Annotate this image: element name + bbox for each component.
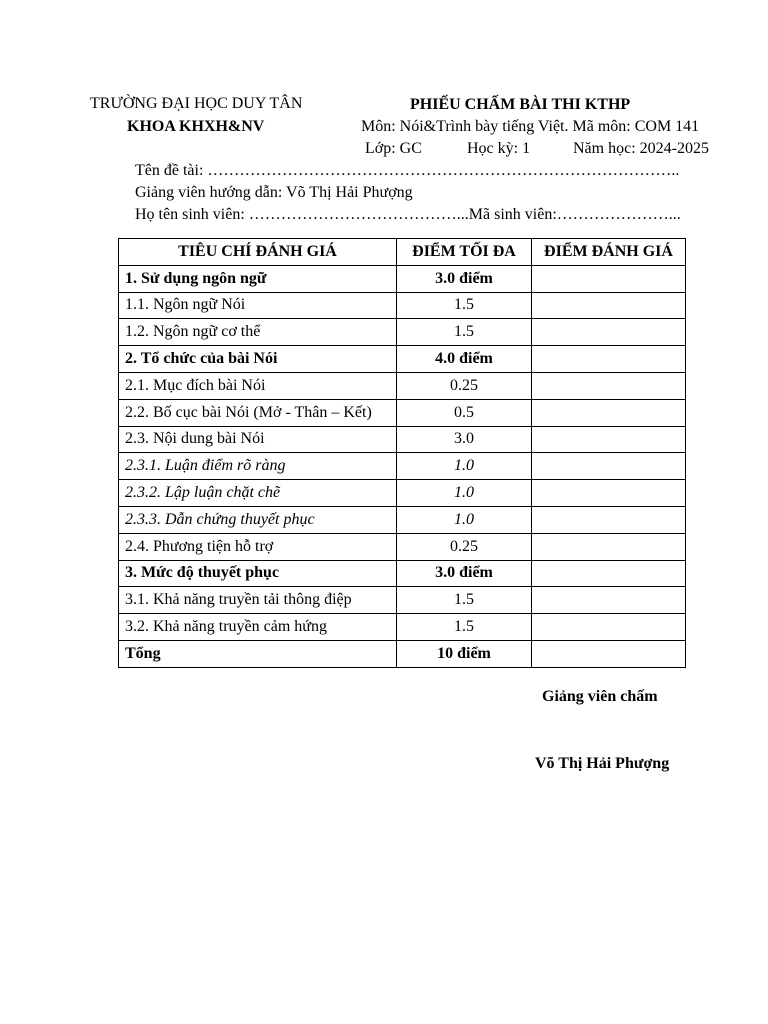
form-title: PHIẾU CHẤM BÀI THI KTHP bbox=[410, 96, 631, 113]
score-cell[interactable] bbox=[532, 426, 686, 453]
criterion-cell: 2.3.1. Luận điểm rõ ràng bbox=[119, 453, 397, 480]
criterion-cell: 2.3.2. Lập luận chặt chẽ bbox=[119, 480, 397, 507]
table-row-total bbox=[119, 640, 686, 667]
score-cell[interactable] bbox=[532, 587, 686, 614]
score-cell[interactable] bbox=[532, 319, 686, 346]
header-criterion: TIÊU CHÍ ĐÁNH GIÁ bbox=[119, 239, 397, 266]
criterion-cell: Tổng bbox=[119, 640, 397, 667]
score-cell[interactable] bbox=[532, 399, 686, 426]
table-row bbox=[119, 399, 686, 426]
signature-role: Giảng viên chấm bbox=[542, 688, 658, 705]
max-score-cell: 1.5 bbox=[397, 292, 532, 319]
table-row bbox=[119, 533, 686, 560]
table-header-row bbox=[119, 239, 686, 266]
table-row bbox=[119, 372, 686, 399]
max-score-cell: 1.0 bbox=[397, 480, 532, 507]
max-score-cell: 3.0 điểm bbox=[397, 265, 532, 292]
school-year-label: Năm học: 2024-2025 bbox=[573, 140, 709, 157]
score-cell[interactable] bbox=[532, 506, 686, 533]
table-row bbox=[119, 480, 686, 507]
advisor-line: Giảng viên hướng dẫn: Võ Thị Hải Phượng bbox=[135, 184, 413, 201]
header-given-score: ĐIỂM ĐÁNH GIÁ bbox=[532, 239, 686, 266]
score-cell[interactable] bbox=[532, 346, 686, 373]
criterion-cell: 2.4. Phương tiện hỗ trợ bbox=[119, 533, 397, 560]
score-cell[interactable] bbox=[532, 453, 686, 480]
max-score-cell: 0.25 bbox=[397, 372, 532, 399]
max-score-cell: 1.0 bbox=[397, 453, 532, 480]
semester-label: Học kỳ: 1 bbox=[467, 140, 531, 157]
max-score-cell: 3.0 điểm bbox=[397, 560, 532, 587]
score-cell[interactable] bbox=[532, 533, 686, 560]
score-cell[interactable] bbox=[532, 372, 686, 399]
criterion-cell: 2.1. Mục đích bài Nói bbox=[119, 372, 397, 399]
faculty-name: KHOA KHXH&NV bbox=[127, 118, 265, 135]
table-row bbox=[119, 346, 686, 373]
max-score-cell: 1.5 bbox=[397, 319, 532, 346]
criterion-cell: 2.3.3. Dẫn chứng thuyết phục bbox=[119, 506, 397, 533]
max-score-cell: 0.25 bbox=[397, 533, 532, 560]
score-cell[interactable] bbox=[532, 292, 686, 319]
max-score-cell: 1.5 bbox=[397, 614, 532, 641]
criterion-cell: 2.3. Nội dung bài Nói bbox=[119, 426, 397, 453]
table-row bbox=[119, 453, 686, 480]
criterion-cell: 2.2. Bố cục bài Nói (Mở - Thân – Kết) bbox=[119, 399, 397, 426]
criterion-cell: 1. Sử dụng ngôn ngữ bbox=[119, 265, 397, 292]
grading-table bbox=[118, 238, 686, 668]
table-row bbox=[119, 426, 686, 453]
subject-line: Môn: Nói&Trình bày tiếng Việt. Mã môn: COM 141 bbox=[361, 118, 700, 135]
criterion-cell: 3. Mức độ thuyết phục bbox=[119, 560, 397, 587]
signature-name: Võ Thị Hải Phượng bbox=[535, 755, 670, 772]
table-row bbox=[119, 560, 686, 587]
criterion-cell: 3.1. Khả năng truyền tải thông điệp bbox=[119, 587, 397, 614]
table-row bbox=[119, 265, 686, 292]
criterion-cell: 1.2. Ngôn ngữ cơ thể bbox=[119, 319, 397, 346]
criterion-cell: 3.2. Khả năng truyền cảm hứng bbox=[119, 614, 397, 641]
score-cell[interactable] bbox=[532, 265, 686, 292]
score-cell[interactable] bbox=[532, 614, 686, 641]
max-score-cell: 4.0 điểm bbox=[397, 346, 532, 373]
max-score-cell: 10 điểm bbox=[397, 640, 532, 667]
criterion-cell: 1.1. Ngôn ngữ Nói bbox=[119, 292, 397, 319]
score-cell[interactable] bbox=[532, 480, 686, 507]
topic-line: Tên đề tài: …………………………………………………………………………….. bbox=[135, 162, 680, 179]
score-cell[interactable] bbox=[532, 560, 686, 587]
max-score-cell: 3.0 bbox=[397, 426, 532, 453]
table-row bbox=[119, 319, 686, 346]
score-cell[interactable] bbox=[532, 640, 686, 667]
max-score-cell: 1.5 bbox=[397, 587, 532, 614]
header-max-score: ĐIỂM TỐI ĐA bbox=[397, 239, 532, 266]
table-row bbox=[119, 587, 686, 614]
table-row bbox=[119, 614, 686, 641]
university-name: TRƯỜNG ĐẠI HỌC DUY TÂN bbox=[90, 95, 303, 112]
table-row bbox=[119, 292, 686, 319]
class-label: Lớp: GC bbox=[365, 140, 422, 157]
criterion-cell: 2. Tổ chức của bài Nói bbox=[119, 346, 397, 373]
student-line: Họ tên sinh viên: …………………………………...Mã sinh viên:…………………... bbox=[135, 206, 681, 223]
max-score-cell: 1.0 bbox=[397, 506, 532, 533]
max-score-cell: 0.5 bbox=[397, 399, 532, 426]
table-row bbox=[119, 506, 686, 533]
